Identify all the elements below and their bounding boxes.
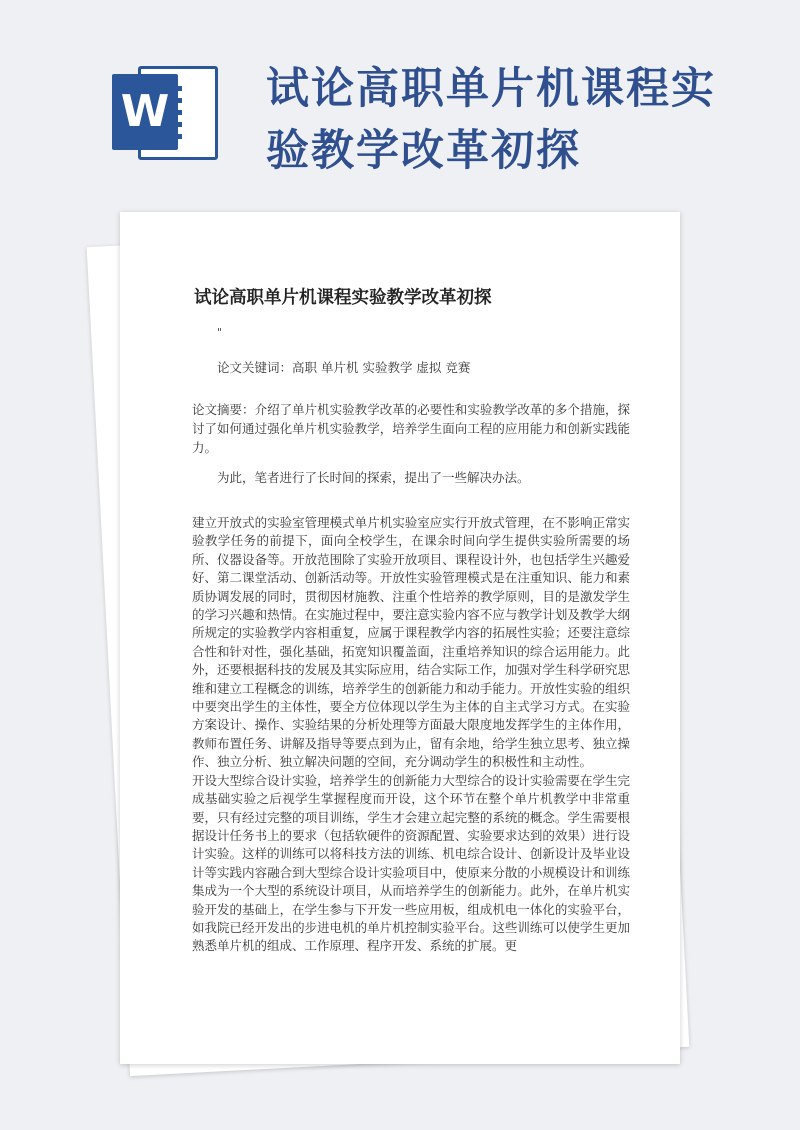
word-document-icon <box>106 52 224 170</box>
keywords-line: 论文关键词：高职 单片机 实验教学 虚拟 竞赛 <box>217 360 471 375</box>
preview-banner <box>0 0 800 210</box>
banner-title: 试论高职单片机课程实验教学改革初探 <box>266 64 716 176</box>
document-title: 试论高职单片机课程实验教学改革初探 <box>194 288 492 308</box>
document-page <box>120 212 680 1064</box>
body-text <box>192 514 630 956</box>
body-paragraph: 建立开放式的实验室管理模式单片机实验室应实行开放式管理，在不影响正常实验教学任务的前提下，面向全校学生，在课余时间向学生提供实验所需要的场所、仪器设备等。开放范围除了实验开放项目、课程设计外，也包括学生兴趣爱好、第二课堂活动、创新活动等。开放性实验管理模式是在注重知识、能力和素质协调发展的同时，贯彻因材施教、注重个性培养的教学原则，目的是激发学生的学习兴趣和热情。在实施过程中，要注意实验内容不应与教学计划及教学大纲所规定的实验教学内容相重复，应属于课程教学内容的拓展性实验；还要注意综合性和针对性，强化基础，拓宽知识覆盖面，注重培养知识的综合运用能力。此外，还要根据科技的发展及其实际应用，结合实际工作，加强对学生科学研究思维和建立工程概念的训练，培养学生的创新能力和动手能力。开放性实验的组织中要突出学生的主体性，要全方位体现以学生为主体的自主式学习方式。在实验方案设计、操作、实验结果的分析处理等方面最大限度地发挥学生的主体作用，教师布置任务、讲解及指导等要点到为止，留有余地，给学生独立思考、独立操作、独立分析、独立解决问题的空间，充分调动学生的积极性和主动性。 <box>192 515 630 770</box>
quote-mark: " <box>217 326 223 339</box>
abstract-paragraph: 论文摘要：介绍了单片机实验教学改革的必要性和实验教学改革的多个措施，探讨了如何通过强化单片机实验教学，培养学生面向工程的应用能力和创新实践能力。 <box>192 402 630 455</box>
word-icon-letter: W <box>112 74 178 150</box>
note-paragraph: 为此，笔者进行了长时间的探索，提出了一些解决办法。 <box>217 470 530 485</box>
body-paragraph: 开设大型综合设计实验，培养学生的创新能力大型综合的设计实验需要在学生完成基础实验之后视学生掌握程度而开设，这个环节在整个单片机教学中非常重要，只有经过完整的项目训练，学生才会建立起完整的系统的概念。学生需要根据设计任务书上的要求（包括软硬件的资源配置、实验要求达到的效果）进行设计实验。这样的训练可以将科技方法的训练、机电综合设计、创新设计及毕业设计等实践内容融合到大型综合设计实验项目中，使原来分散的小规模设计和训练集成为一个大型的系统设计项目，从而培养学生的创新能力。此外，在单片机实验开发的基础上，在学生参与下开发一些应用板，组成机电一体化的实验平台，如我院已经开发出的步进电机的单片机控制实验平台。这些训练可以使学生更加熟悉单片机的组成、工作原理、程序开发、系统的扩展。更 <box>192 772 630 954</box>
